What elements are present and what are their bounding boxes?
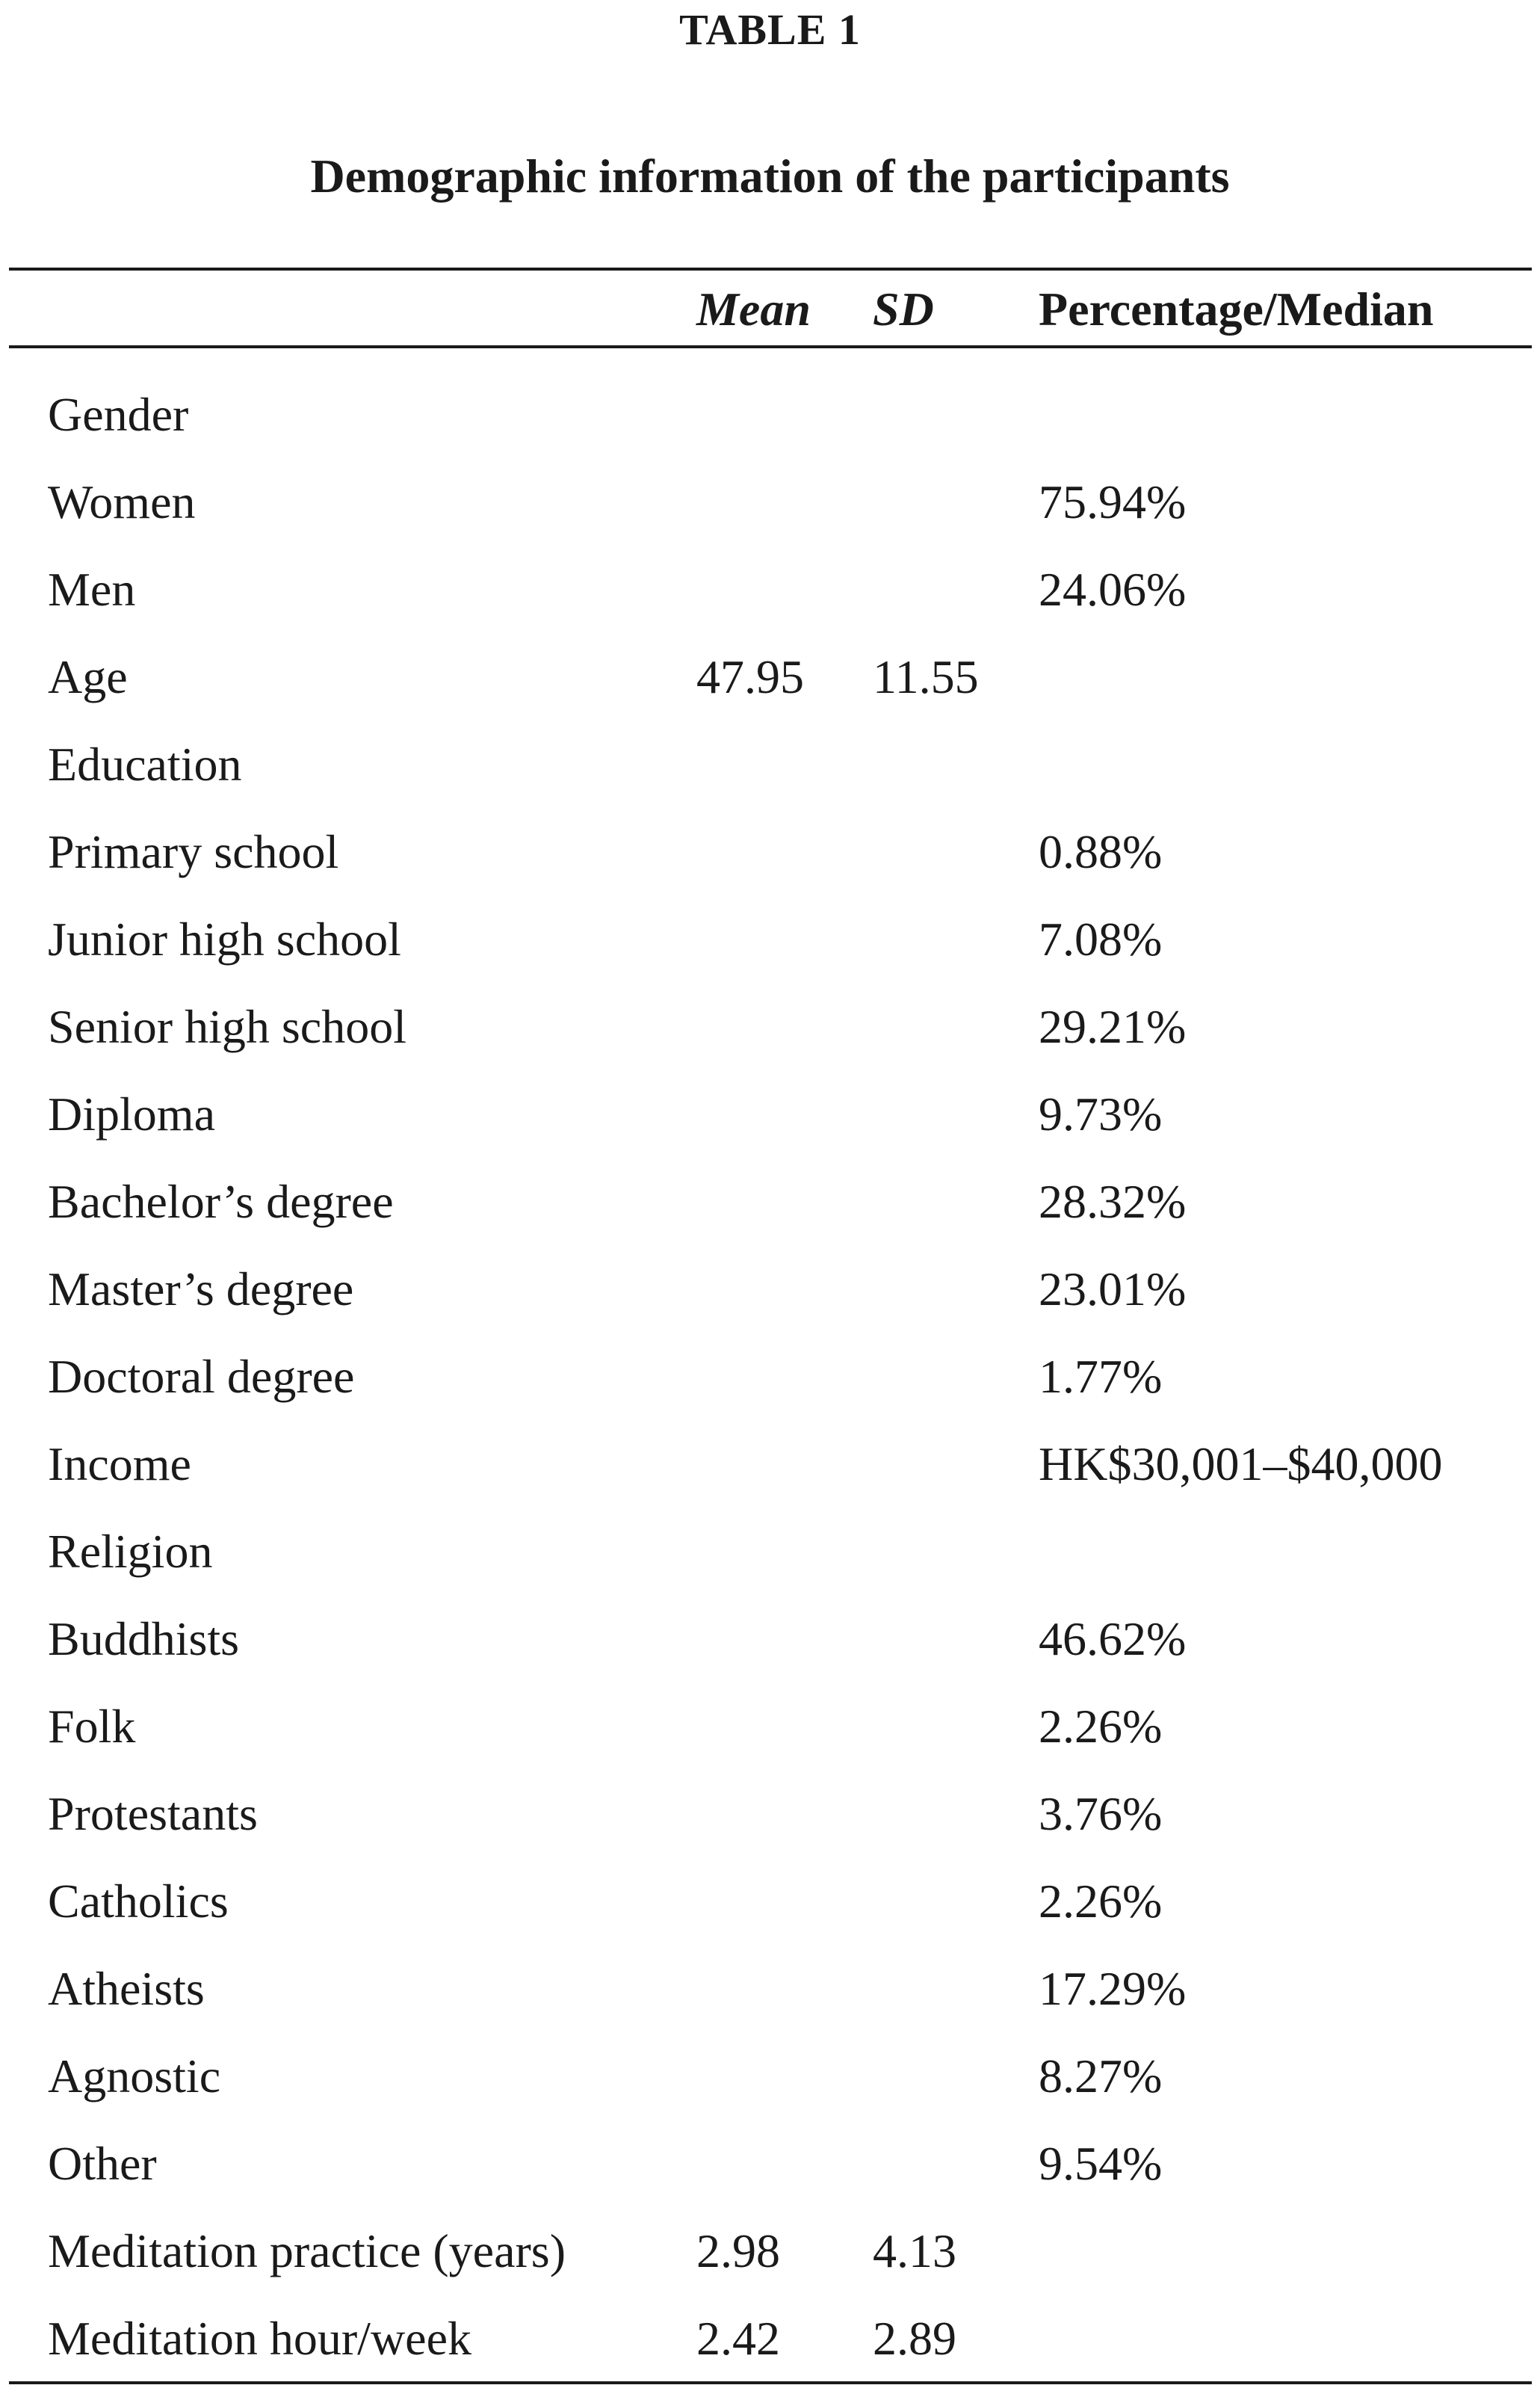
row-percentage-median: 2.26%	[1039, 1875, 1163, 1928]
row-label: Religion	[48, 1525, 213, 1578]
row-percentage-median: 46.62%	[1039, 1612, 1187, 1665]
table-row	[0, 556, 1540, 644]
top-rule	[9, 268, 1532, 271]
table-label: TABLE 1	[679, 5, 861, 54]
row-label: Age	[48, 650, 128, 703]
table-title: Demographic information of the participants	[310, 149, 1230, 203]
row-label: Folk	[48, 1700, 136, 1753]
table-row	[0, 1081, 1540, 1168]
row-percentage-median: HK$30,001–$40,000	[1039, 1437, 1443, 1490]
table-row	[0, 1431, 1540, 1518]
row-label: Diploma	[48, 1088, 215, 1141]
row-label: Master’s degree	[48, 1262, 354, 1315]
table-row	[0, 2218, 1540, 2305]
table-row	[0, 1256, 1540, 1343]
table-row	[0, 1605, 1540, 1693]
table-row	[0, 1955, 1540, 2043]
row-label: Protestants	[48, 1787, 258, 1840]
row-percentage-median: 7.08%	[1039, 913, 1163, 966]
row-percentage-median: 23.01%	[1039, 1262, 1187, 1315]
row-mean: 47.95	[696, 650, 804, 703]
row-label: Other	[48, 2137, 157, 2190]
row-percentage-median: 24.06%	[1039, 563, 1187, 616]
table-row	[0, 2130, 1540, 2218]
row-label: Meditation practice (years)	[48, 2224, 566, 2277]
row-label: Meditation hour/week	[48, 2312, 471, 2365]
table-row	[0, 1518, 1540, 1605]
row-percentage-median: 9.73%	[1039, 1088, 1163, 1141]
row-label: Doctoral degree	[48, 1350, 355, 1403]
table-row	[0, 1693, 1540, 1780]
row-label: Bachelor’s degree	[48, 1175, 394, 1228]
row-percentage-median: 2.26%	[1039, 1700, 1163, 1753]
column-header-sd: SD	[873, 283, 934, 336]
row-percentage-median: 75.94%	[1039, 475, 1187, 528]
table-row	[0, 644, 1540, 731]
row-label: Agnostic	[48, 2049, 221, 2103]
table-row	[0, 818, 1540, 906]
bottom-rule	[9, 2381, 1532, 2384]
row-label: Men	[48, 563, 136, 616]
row-label: Atheists	[48, 1962, 205, 2015]
column-header-mean: Mean	[696, 283, 811, 336]
column-header-percentage-median: Percentage/Median	[1039, 283, 1434, 336]
row-sd: 2.89	[873, 2312, 956, 2365]
row-label: Gender	[48, 388, 189, 441]
row-label: Buddhists	[48, 1612, 240, 1665]
row-percentage-median: 0.88%	[1039, 825, 1163, 878]
table-row	[0, 906, 1540, 993]
table-body	[0, 381, 1540, 2393]
table-row	[0, 381, 1540, 469]
row-sd: 11.55	[873, 650, 979, 703]
table-row	[0, 1343, 1540, 1431]
row-percentage-median: 1.77%	[1039, 1350, 1163, 1403]
table-row	[0, 469, 1540, 556]
row-percentage-median: 8.27%	[1039, 2049, 1163, 2103]
row-label: Income	[48, 1437, 191, 1490]
row-mean: 2.98	[696, 2224, 780, 2277]
row-percentage-median: 28.32%	[1039, 1175, 1187, 1228]
row-label: Education	[48, 738, 242, 791]
row-percentage-median: 9.54%	[1039, 2137, 1163, 2190]
row-label: Women	[48, 475, 196, 528]
table-row	[0, 2043, 1540, 2130]
row-mean: 2.42	[696, 2312, 780, 2365]
header-rule	[9, 345, 1532, 348]
row-label: Junior high school	[48, 913, 401, 966]
table-row	[0, 1168, 1540, 1256]
table-header-row	[0, 272, 1540, 344]
row-label: Primary school	[48, 825, 339, 878]
table-row	[0, 1780, 1540, 1868]
row-percentage-median: 3.76%	[1039, 1787, 1163, 1840]
table-row	[0, 1868, 1540, 1955]
row-percentage-median: 17.29%	[1039, 1962, 1187, 2015]
table-row	[0, 731, 1540, 818]
row-label: Senior high school	[48, 1000, 406, 1053]
row-label: Catholics	[48, 1875, 229, 1928]
table-row	[0, 993, 1540, 1081]
table-row	[0, 2305, 1540, 2393]
row-sd: 4.13	[873, 2224, 956, 2277]
row-percentage-median: 29.21%	[1039, 1000, 1187, 1053]
